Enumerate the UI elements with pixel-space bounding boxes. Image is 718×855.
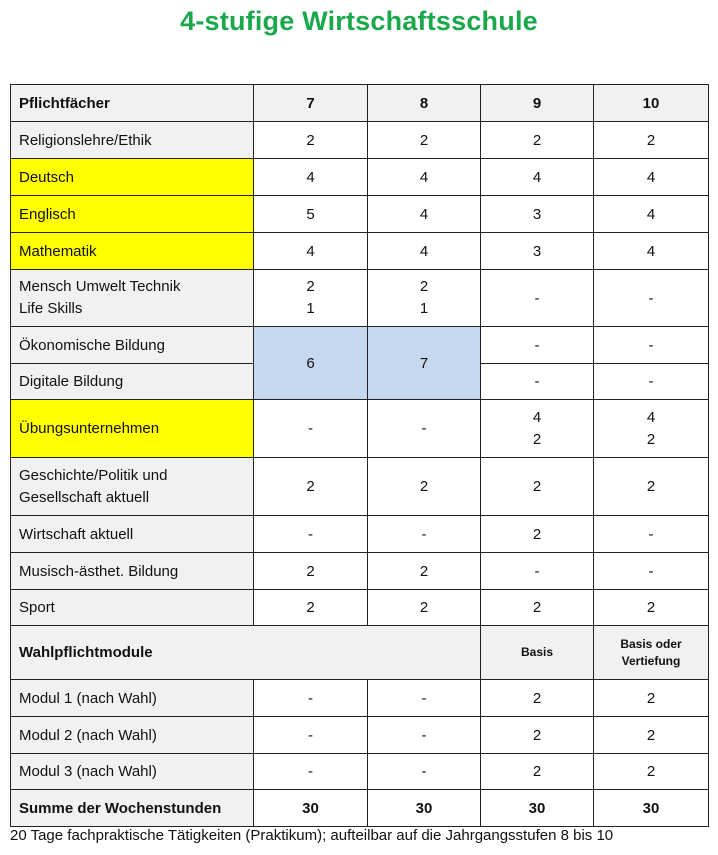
hours-cell: 2 bbox=[481, 516, 594, 553]
subject-line: Gesellschaft aktuell bbox=[19, 488, 150, 506]
hours-cell: 2 bbox=[481, 717, 594, 754]
hours-cell: 2 bbox=[594, 717, 709, 754]
table-row bbox=[11, 270, 709, 327]
subject-cell: Modul 3 (nach Wahl) bbox=[11, 754, 254, 790]
hours-cell: - bbox=[594, 270, 709, 327]
hours-cell: 3 bbox=[481, 196, 594, 233]
subject-cell: Mathematik bbox=[11, 233, 254, 270]
hours-cell: 2 bbox=[368, 458, 481, 516]
hours-cell: 2 bbox=[594, 680, 709, 717]
table-row bbox=[11, 590, 709, 626]
table-row bbox=[11, 754, 709, 790]
hours-cell: 4 bbox=[254, 159, 368, 196]
table-row bbox=[11, 553, 709, 590]
table-row bbox=[11, 400, 709, 458]
hours-line: 2 bbox=[419, 278, 429, 295]
hours-line: 4 bbox=[646, 408, 656, 426]
hours-cell: - bbox=[368, 400, 481, 458]
hours-cell: 4 bbox=[481, 159, 594, 196]
hours-cell: - bbox=[481, 553, 594, 590]
footnote: 20 Tage fachpraktische Tätigkeiten (Praktikum); aufteilbar auf die Jahrgangsstufen 8 bis 10 bbox=[10, 827, 614, 844]
subject-cell: Musisch-ästhet. Bildung bbox=[11, 553, 254, 590]
hours-cell: 2 bbox=[368, 122, 481, 159]
subject-line: Life Skills bbox=[19, 300, 83, 317]
subject-cell: Übungsunternehmen bbox=[11, 400, 254, 458]
grade-header: 9 bbox=[481, 85, 594, 122]
electives-col10 bbox=[594, 626, 709, 680]
hours-cell: - bbox=[481, 327, 594, 364]
grade-header: 10 bbox=[594, 85, 709, 122]
hours-cell: - bbox=[254, 754, 368, 790]
hours-line: 1 bbox=[306, 300, 315, 317]
table-row bbox=[11, 516, 709, 553]
hours-cell: - bbox=[594, 553, 709, 590]
hours-cell: 2 bbox=[254, 590, 368, 626]
table-row bbox=[11, 122, 709, 159]
hours-cell bbox=[594, 400, 709, 458]
table-row bbox=[11, 233, 709, 270]
hours-cell: 2 bbox=[481, 122, 594, 159]
hours-line: 2 bbox=[646, 430, 656, 448]
grade-header: 8 bbox=[368, 85, 481, 122]
electives-col10-line: Basis oder bbox=[620, 636, 682, 651]
hours-cell: 2 bbox=[368, 590, 481, 626]
electives-col9: Basis bbox=[481, 626, 594, 680]
hours-cell: - bbox=[481, 364, 594, 400]
table-row bbox=[11, 717, 709, 754]
total-cell: 30 bbox=[594, 790, 709, 827]
table-row bbox=[11, 327, 709, 364]
hours-cell: - bbox=[481, 270, 594, 327]
hours-cell: - bbox=[368, 516, 481, 553]
merged-hours-cell: 7 bbox=[368, 327, 481, 400]
timetable bbox=[10, 84, 709, 827]
subject-cell bbox=[11, 458, 254, 516]
hours-cell: 2 bbox=[594, 754, 709, 790]
hours-cell: 2 bbox=[481, 754, 594, 790]
hours-cell: 2 bbox=[594, 122, 709, 159]
table-row bbox=[11, 680, 709, 717]
hours-cell: - bbox=[368, 680, 481, 717]
hours-cell: 2 bbox=[594, 458, 709, 516]
hours-cell: 2 bbox=[481, 458, 594, 516]
hours-cell: - bbox=[254, 680, 368, 717]
table-row bbox=[11, 196, 709, 233]
hours-cell: 4 bbox=[368, 196, 481, 233]
hours-cell: - bbox=[594, 516, 709, 553]
hours-cell: - bbox=[594, 364, 709, 400]
subject-cell: Englisch bbox=[11, 196, 254, 233]
subject-cell: Deutsch bbox=[11, 159, 254, 196]
total-cell: 30 bbox=[481, 790, 594, 827]
grade-header: 7 bbox=[254, 85, 368, 122]
subject-line: Mensch Umwelt Technik bbox=[19, 278, 181, 295]
hours-cell: 4 bbox=[254, 233, 368, 270]
total-row bbox=[11, 790, 709, 827]
total-cell: 30 bbox=[254, 790, 368, 827]
hours-cell: - bbox=[368, 717, 481, 754]
hours-line: 4 bbox=[532, 408, 542, 426]
page-title: 4-stufige Wirtschaftsschule bbox=[180, 6, 538, 36]
table-row bbox=[11, 458, 709, 516]
hours-cell: 2 bbox=[254, 122, 368, 159]
total-cell: 30 bbox=[368, 790, 481, 827]
hours-cell: 5 bbox=[254, 196, 368, 233]
hours-cell: - bbox=[254, 717, 368, 754]
electives-label: Wahlpflichtmodule bbox=[11, 626, 481, 680]
hours-cell: 2 bbox=[254, 553, 368, 590]
electives-col10-line: Vertiefung bbox=[621, 653, 681, 668]
subject-cell: Modul 1 (nach Wahl) bbox=[11, 680, 254, 717]
hours-line: 1 bbox=[419, 300, 429, 317]
hours-cell: 4 bbox=[594, 233, 709, 270]
table-row bbox=[11, 159, 709, 196]
subject-line: Geschichte/Politik und bbox=[19, 466, 168, 484]
header-label: Pflichtfächer bbox=[11, 85, 254, 122]
hours-cell bbox=[254, 270, 368, 327]
subject-cell: Digitale Bildung bbox=[11, 364, 254, 400]
total-label: Summe der Wochenstunden bbox=[11, 790, 254, 827]
merged-hours-cell: 6 bbox=[254, 327, 368, 400]
subject-cell: Modul 2 (nach Wahl) bbox=[11, 717, 254, 754]
hours-cell: 4 bbox=[594, 159, 709, 196]
hours-cell: - bbox=[594, 327, 709, 364]
hours-cell: 2 bbox=[254, 458, 368, 516]
hours-cell: 2 bbox=[481, 590, 594, 626]
header-row bbox=[11, 85, 709, 122]
hours-cell: 4 bbox=[594, 196, 709, 233]
hours-cell: 4 bbox=[368, 233, 481, 270]
hours-cell: 4 bbox=[368, 159, 481, 196]
subject-cell: Religionslehre/Ethik bbox=[11, 122, 254, 159]
electives-header-row bbox=[11, 626, 709, 680]
hours-cell: 2 bbox=[481, 680, 594, 717]
hours-cell: 3 bbox=[481, 233, 594, 270]
hours-cell: - bbox=[254, 516, 368, 553]
subject-cell: Wirtschaft aktuell bbox=[11, 516, 254, 553]
hours-line: 2 bbox=[306, 278, 315, 295]
hours-cell: - bbox=[254, 400, 368, 458]
hours-cell: 2 bbox=[368, 553, 481, 590]
hours-cell: - bbox=[368, 754, 481, 790]
hours-cell bbox=[481, 400, 594, 458]
subject-cell: Sport bbox=[11, 590, 254, 626]
hours-line: 2 bbox=[532, 430, 542, 448]
subject-cell: Ökonomische Bildung bbox=[11, 327, 254, 364]
subject-cell bbox=[11, 270, 254, 327]
hours-cell: 2 bbox=[594, 590, 709, 626]
hours-cell bbox=[368, 270, 481, 327]
